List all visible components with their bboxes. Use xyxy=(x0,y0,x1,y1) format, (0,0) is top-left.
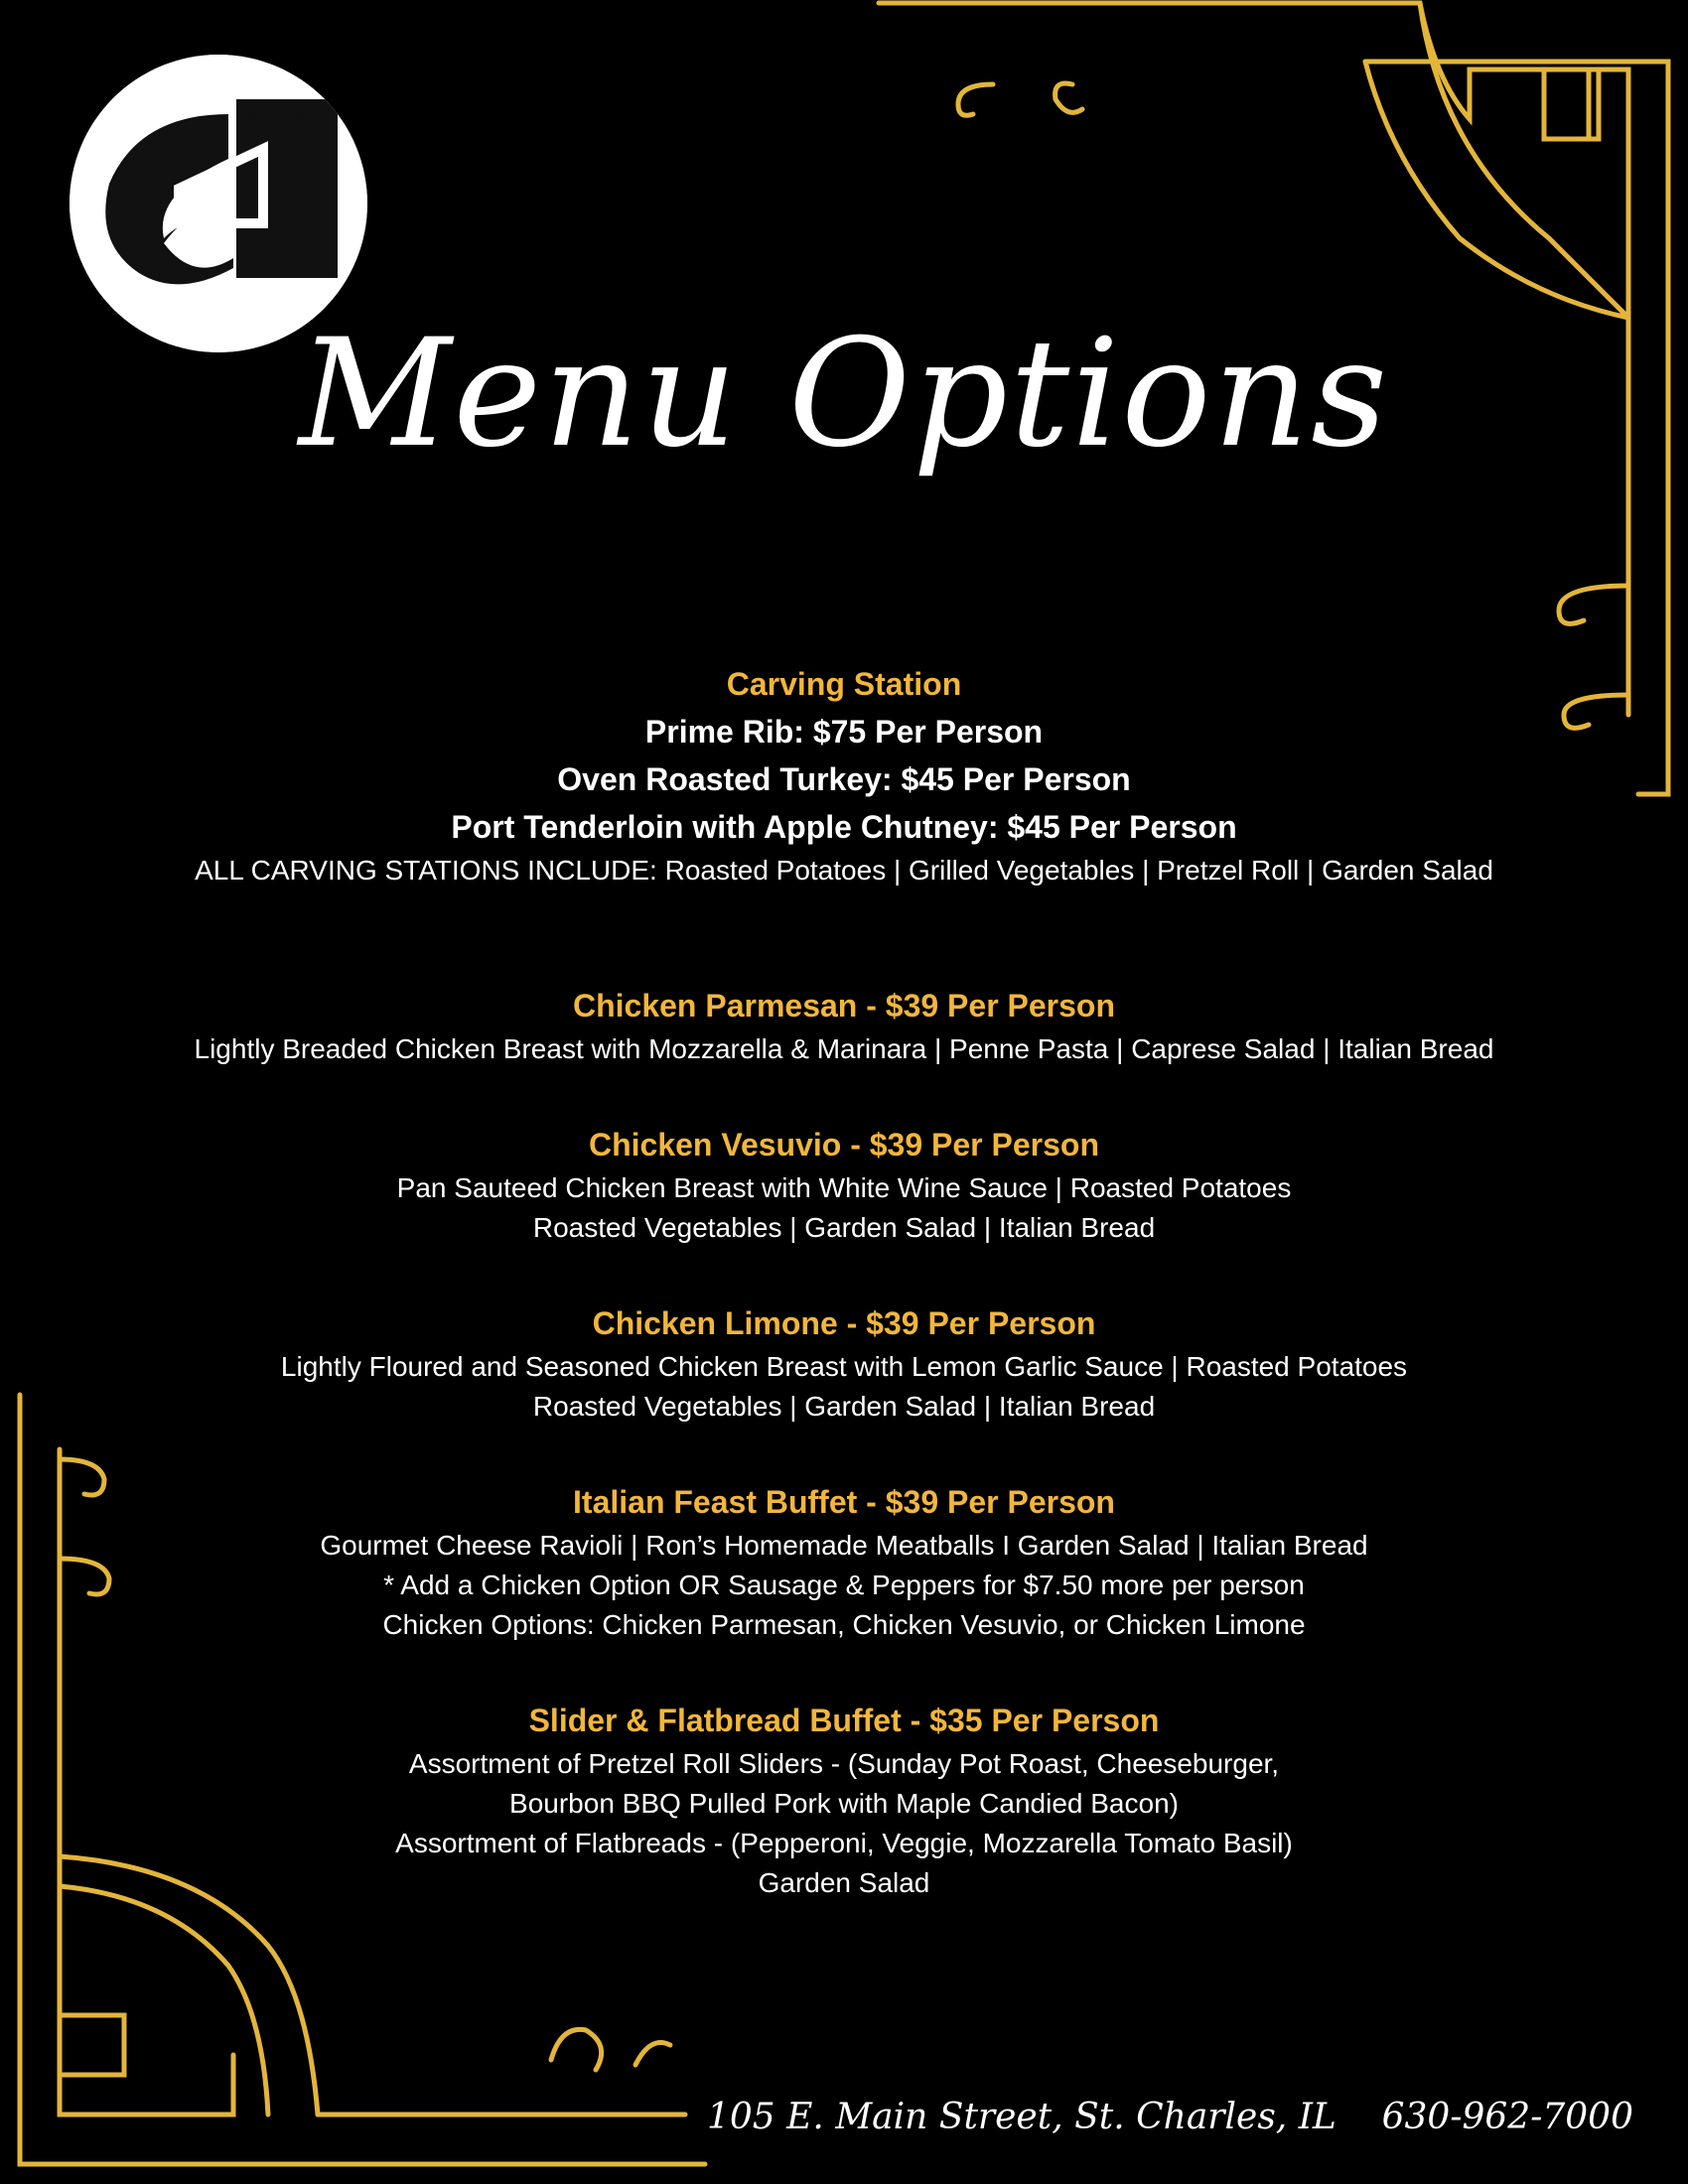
footer-contact xyxy=(707,2097,1633,2137)
menu-list xyxy=(0,660,1688,1903)
section-description: Assortment of Flatbreads - (Pepperoni, Veggie, Mozzarella Tomato Basil) xyxy=(395,1828,1293,1858)
section-description: Lightly Floured and Seasoned Chicken Breast with Lemon Garlic Sauce | Roasted Potatoes xyxy=(280,1351,1408,1382)
menu-section xyxy=(0,1299,1688,1427)
section-description: Chicken Options: Chicken Parmesan, Chicken Vesuvio, or Chicken Limone xyxy=(382,1609,1306,1640)
section-description: Assortment of Pretzel Roll Sliders - (Sunday Pot Roast, Cheeseburger, xyxy=(408,1748,1280,1779)
section-title: Italian Feast Buffet - $39 Per Person xyxy=(573,1484,1115,1520)
page-title: Menu Options xyxy=(298,308,1390,480)
section-title: Carving Station xyxy=(726,666,962,702)
carving-station-section xyxy=(0,660,1688,890)
section-description: Roasted Vegetables | Garden Salad | Italian Bread xyxy=(532,1212,1156,1243)
footer-address: 105 E. Main Street, St. Charles, IL xyxy=(707,2097,1336,2137)
section-description: Bourbon BBQ Pulled Pork with Maple Candied Bacon) xyxy=(509,1788,1179,1819)
section-description: Lightly Breaded Chicken Breast with Mozzarella & Marinara | Penne Pasta | Caprese Salad | Italian Bread xyxy=(194,1033,1494,1064)
carving-item: Prime Rib: $75 Per Person xyxy=(644,714,1044,750)
menu-section xyxy=(0,1121,1688,1248)
section-title: Chicken Vesuvio - $39 Per Person xyxy=(588,1127,1099,1162)
section-description: Pan Sauteed Chicken Breast with White Wine Sauce | Roasted Potatoes xyxy=(396,1172,1292,1203)
section-title: Chicken Parmesan - $39 Per Person xyxy=(572,988,1116,1024)
section-description: Garden Salad xyxy=(758,1867,930,1898)
menu-section xyxy=(0,982,1688,1069)
section-title: Chicken Limone - $39 Per Person xyxy=(592,1305,1096,1341)
section-description: Roasted Vegetables | Garden Salad | Italian Bread xyxy=(532,1391,1156,1422)
section-title: Slider & Flatbread Buffet - $35 Per Person xyxy=(528,1703,1160,1738)
section-description: * Add a Chicken Option OR Sausage & Peppers for $7.50 more per person xyxy=(383,1570,1305,1600)
carving-includes-note: ALL CARVING STATIONS INCLUDE: Roasted Potatoes | Grilled Vegetables | Pretzel Roll | Garden Salad xyxy=(195,855,1493,886)
section-description: Gourmet Cheese Ravioli | Ron’s Homemade Meatballs I Garden Salad | Italian Bread xyxy=(320,1530,1368,1561)
logo-studio-text: STUDIO xyxy=(246,106,313,123)
footer-phone: 630-962-7000 xyxy=(1381,2097,1633,2137)
menu-section xyxy=(0,1478,1688,1645)
menu-section xyxy=(0,1697,1688,1903)
carving-item: Oven Roasted Turkey: $45 Per Person xyxy=(557,761,1131,797)
carving-item: Port Tenderloin with Apple Chutney: $45 Per Person xyxy=(451,809,1237,845)
